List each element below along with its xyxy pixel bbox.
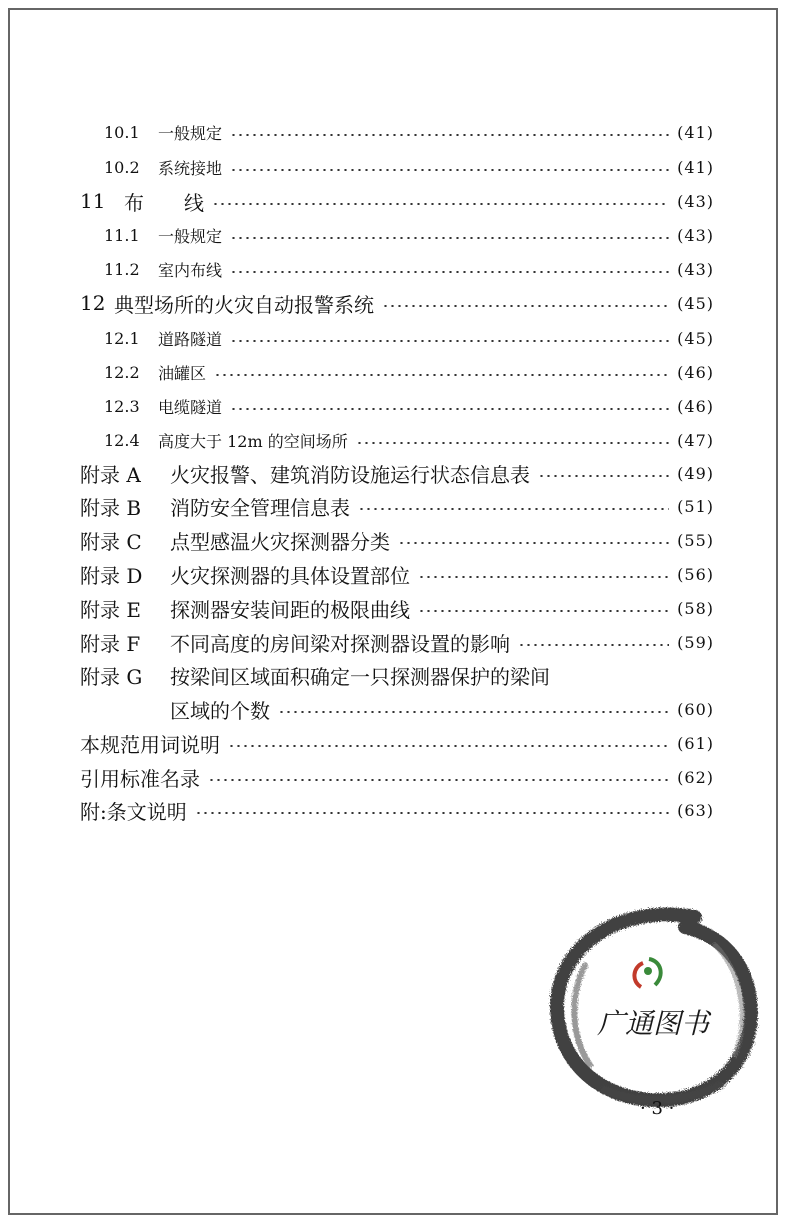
dot-leader [214,374,669,376]
toc-entry[interactable] [80,491,714,521]
toc-entry-page: (46) [677,362,714,382]
toc-entry-page: (51) [677,496,714,516]
toc-entry-page: (41) [677,157,714,177]
toc-entry-number: 附录 F [80,631,141,656]
toc-entry[interactable] [80,627,714,657]
publisher-seal-watermark [545,905,760,1110]
toc-entry-number: 11.1 [104,225,140,245]
toc-entry-number: 11 [80,189,106,213]
toc-entry-title: 探测器安装间距的极限曲线 [170,597,410,622]
toc-entry-page: (55) [677,530,714,550]
toc-entry-number: 10.2 [104,157,140,177]
toc-entry-page: (58) [677,598,714,618]
toc-entry[interactable] [104,425,714,455]
toc-entry-title: 室内布线 [158,260,223,280]
toc-entry-number: 附录 C [80,529,142,554]
toc-entry-number: 12.2 [104,362,140,382]
toc-entry[interactable] [80,728,714,758]
toc-entry-title: 附:条文说明 [80,799,187,824]
toc-entry-continuation[interactable] [170,694,714,724]
toc-entry-title: 一般规定 [158,226,223,246]
toc-entry-title: 系统接地 [158,158,223,178]
brand-logo-icon [634,959,660,987]
toc-entry[interactable] [80,288,714,318]
toc-entry-title: 布 线 [124,190,204,215]
toc-entry[interactable] [104,152,714,182]
dot-leader [230,169,669,171]
dot-leader [278,711,669,713]
toc-entry-page: (60) [677,699,714,719]
toc-entry-number: 附录 E [80,597,141,622]
toc-entry-number: 12.4 [104,430,140,450]
toc-entry[interactable] [80,795,714,825]
toc-entry[interactable] [80,559,714,589]
toc-entry-number: 附录 G [80,664,143,689]
dot-leader [230,271,669,273]
toc-entry[interactable] [80,186,714,216]
toc-entry-number: 10.1 [104,122,140,142]
toc-entry-title: 点型感温火灾探测器分类 [170,529,390,554]
dot-leader [418,576,669,578]
dot-leader [418,610,669,612]
dot-leader [230,134,669,136]
toc-entry-page: (62) [677,767,714,787]
seal-text: 广通图书 [596,1007,710,1040]
toc-entry-page: (49) [677,463,714,483]
toc-entry-page: (43) [677,225,714,245]
toc-entry-title: 引用标准名录 [80,766,200,791]
toc-entry-title: 按梁间区域面积确定一只探测器保护的梁间 [170,664,550,689]
toc-entry[interactable] [104,391,714,421]
toc-entry-title: 火灾探测器的具体设置部位 [170,563,410,588]
dot-leader [356,442,669,444]
dot-leader [228,745,669,747]
page-number: · 3 · [640,1098,675,1119]
toc-entry-page: (43) [677,191,714,211]
toc-entry-number: 12.1 [104,328,140,348]
toc-entry-number: 12 [80,291,106,315]
toc-entry-title: 不同高度的房间梁对探测器设置的影响 [170,631,510,656]
dot-leader [208,779,669,781]
toc-entry-page: (41) [677,122,714,142]
toc-entry[interactable] [104,357,714,387]
dot-leader [538,475,669,477]
toc-entry[interactable] [80,458,714,488]
toc-entry-page: (59) [677,632,714,652]
dot-leader [230,237,669,239]
dot-leader [358,508,669,510]
toc-entry[interactable] [80,525,714,555]
toc-entry[interactable] [104,220,714,250]
toc-entry[interactable] [80,660,714,690]
toc-entry-page: (47) [677,430,714,450]
toc-entry-page: (43) [677,259,714,279]
toc-entry[interactable] [104,117,714,147]
toc-entry-title: 典型场所的火灾自动报警系统 [114,292,374,317]
toc-entry-title: 区域的个数 [170,698,270,723]
dot-leader [398,542,669,544]
dot-leader [230,408,669,410]
toc-entry[interactable] [104,254,714,284]
toc-entry-number: 12.3 [104,396,140,416]
dot-leader [518,644,669,646]
toc-entry[interactable] [80,593,714,623]
toc-entry-page: (45) [677,293,714,313]
toc-entry-title: 本规范用词说明 [80,732,220,757]
toc-entry-page: (61) [677,733,714,753]
dot-leader [382,305,669,307]
toc-entry-number: 附录 B [80,495,142,520]
toc-entry-title: 火灾报警、建筑消防设施运行状态信息表 [170,462,530,487]
toc-entry-title: 高度大于 12m 的空间场所 [158,431,348,451]
toc-entry-page: (56) [677,564,714,584]
toc-entry-page: (45) [677,328,714,348]
toc-entry-number: 附录 A [80,462,141,487]
toc-entry[interactable] [104,323,714,353]
dot-leader [212,203,669,205]
dot-leader [230,340,669,342]
toc-entry-title: 道路隧道 [158,329,223,349]
dot-leader [195,812,669,814]
toc-entry[interactable] [80,762,714,792]
toc-entry-page: (63) [677,800,714,820]
toc-entry-title: 消防安全管理信息表 [170,495,350,520]
toc-entry-page: (46) [677,396,714,416]
toc-entry-title: 油罐区 [158,363,207,383]
toc-entry-title: 电缆隧道 [158,397,223,417]
toc-entry-number: 附录 D [80,563,143,588]
toc-entry-title: 一般规定 [158,123,223,143]
toc-entry-number: 11.2 [104,259,140,279]
